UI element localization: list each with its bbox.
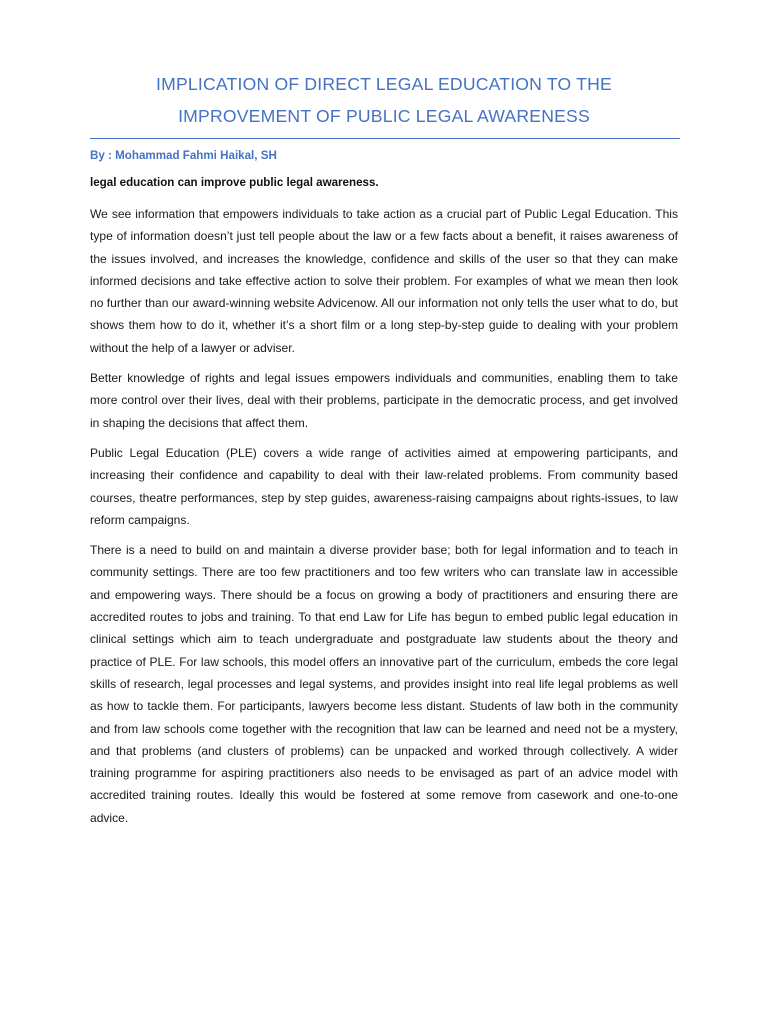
title-line-1: IMPLICATION OF DIRECT LEGAL EDUCATION TO THE	[156, 74, 612, 94]
lead-sentence: legal education can improve public legal awareness.	[90, 176, 379, 189]
title-divider	[90, 138, 680, 139]
paragraph-4: There is a need to build on and maintain a diverse provider base; both for legal information and to teach in community settings. There are too few practitioners and too few writers who can translate law in accessible and empowering ways. There should be a focus on growing a body of practitioners and ensuring there are accredited routes to jobs and training. To that end Law for Life has begun to embed public legal education in clinical settings which aim to teach undergraduate and postgraduate law students about the theory and practice of PLE. For law schools, this model offers an innovative part of the curriculum, embeds the core legal skills of research, legal processes and legal systems, and provides insight into real life legal problems as well as how to tackle them. For participants, lawyers become less distant. Students of law both in the community and from law schools come together with the recognition that law can be learned and need not be a mystery, and that problems (and clusters of problems) can be unpacked and worked through collectively. A wider training programme for aspiring practitioners also needs to be envisaged as part of an advice model with accredited training routes. Ideally this would be fostered at some remove from casework and one-to-one advice.	[90, 543, 678, 825]
document-title	[90, 68, 678, 132]
author-byline: By : Mohammad Fahmi Haikal, SH	[90, 149, 277, 162]
title-line-2: IMPROVEMENT OF PUBLIC LEGAL AWARENESS	[178, 106, 590, 126]
paragraph-3: Public Legal Education (PLE) covers a wide range of activities aimed at empowering participants, and increasing their confidence and capability to deal with their law-related problems. From community based courses, theatre performances, step by step guides, awareness-raising campaigns about rights-issues, to law reform campaigns.	[90, 445, 678, 527]
paragraph-1: We see information that empowers individuals to take action as a crucial part of Public Legal Education. This type of information doesn’t just tell people about the law or a few facts about a benefit, it raises awareness of the issues involved, and increases the knowledge, confidence and skills of the user so that they can make informed decisions and take effective action to solve their problem. For examples of what we mean then look no further than our award-winning website Advicenow. All our information not only tells the user what to do, but shows them how to do it, whether it’s a short film or a long step-by-step guide to dealing with your problem without the help of a lawyer or adviser.	[90, 207, 678, 355]
document-page	[90, 68, 678, 837]
paragraph-2: Better knowledge of rights and legal issues empowers individuals and communities, enabling them to take more control over their lives, deal with their problems, participate in the democratic process, and get involved in shaping the decisions that affect them.	[90, 371, 678, 430]
